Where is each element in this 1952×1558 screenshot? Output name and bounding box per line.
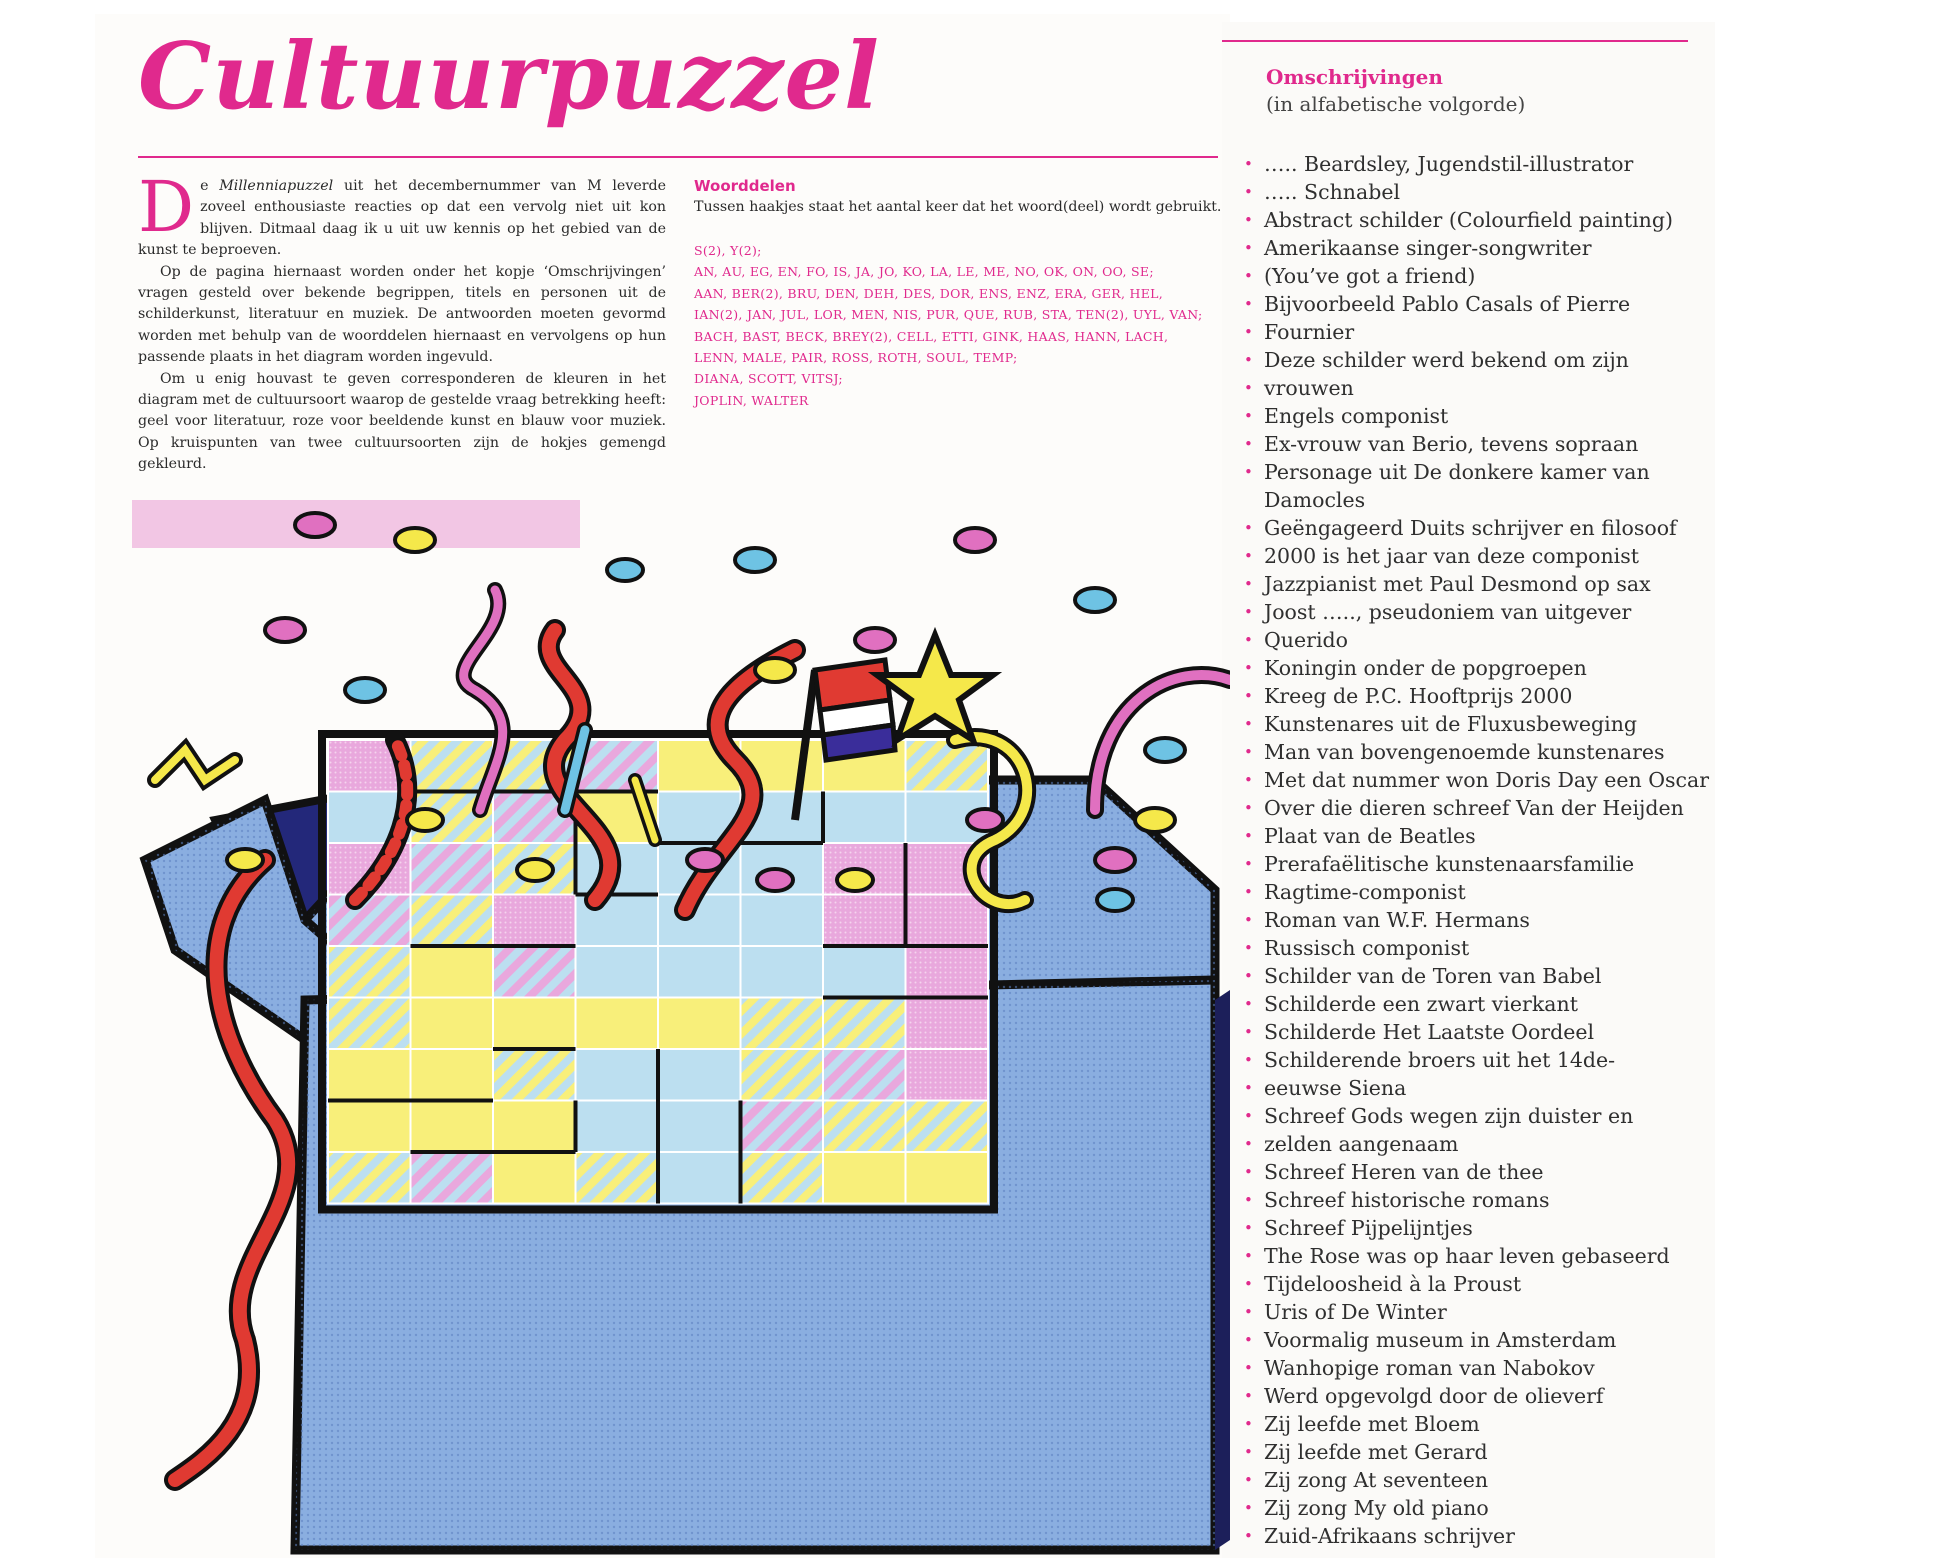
grid-cell[interactable] (823, 895, 906, 947)
omschrijving-item: • Schreef historische romans (1244, 1186, 1714, 1214)
grid-cell[interactable] (741, 895, 824, 947)
grid-cell[interactable] (741, 1101, 824, 1153)
omschrijving-item: • Deze schilder werd bekend om zijn (1244, 346, 1714, 374)
omschrijving-item: • Wanhopige roman van Nabokov (1244, 1354, 1714, 1382)
intro-p1-start: e (200, 178, 220, 194)
woorddelen-line: AN, AU, EG, EN, FO, IS, JA, JO, KO, LA, LE, ME, NO, OK, ON, OO, SE; (694, 264, 1154, 280)
grid-cell[interactable] (906, 1152, 989, 1204)
omschrijving-item: • 2000 is het jaar van deze componist (1244, 542, 1714, 570)
grid-cell[interactable] (823, 998, 906, 1050)
omschrijving-item: • Zij zong At seventeen (1244, 1466, 1714, 1494)
omschrijving-item: • Man van bovengenoemde kunstenares (1244, 738, 1714, 766)
grid-cell[interactable] (823, 1101, 906, 1153)
omschrijving-item: • Kunstenares uit de Fluxusbeweging (1244, 710, 1714, 738)
omschrijvingen-subtitle: (in alfabetische volgorde) (1266, 92, 1526, 116)
omschrijving-item: • Voormalig museum in Amsterdam (1244, 1326, 1714, 1354)
omschrijving-item: • eeuwse Siena (1244, 1074, 1714, 1102)
intro-p1-end: uit het decembernummer van M leverde zoveel enthousiaste reacties op dat een vervolg niet uit kon blijven. Ditmaal daag ik u uit uw kennis op het gebied van de kunst te beproeven. (138, 178, 666, 259)
omschrijving-item: • Querido (1244, 626, 1714, 654)
omschrijving-item: • Jazzpianist met Paul Desmond op sax (1244, 570, 1714, 598)
intro-p1-italic: Millenniapuzzel (219, 178, 334, 194)
grid-cell[interactable] (411, 1101, 494, 1153)
grid-cell[interactable] (906, 998, 989, 1050)
omschrijving-item: • Schreef Heren van de thee (1244, 1158, 1714, 1186)
omschrijving-item: • Amerikaanse singer-songwriter (1244, 234, 1714, 262)
intro-text (138, 166, 666, 476)
grid-cell[interactable] (741, 998, 824, 1050)
omschrijving-item: • Plaat van de Beatles (1244, 822, 1714, 850)
grid-cell[interactable] (328, 946, 411, 998)
woorddelen-list (694, 240, 1224, 411)
grid-cell[interactable] (906, 1101, 989, 1153)
omschrijving-item: • Russisch componist (1244, 934, 1714, 962)
grid-cell[interactable] (493, 946, 576, 998)
omschrijving-item: • Prerafaëlitische kunstenaarsfamilie (1244, 850, 1714, 878)
omschrijving-item: • Kreeg de P.C. Hooftprijs 2000 (1244, 682, 1714, 710)
grid-cell[interactable] (658, 1049, 741, 1101)
omschrijving-item: • Engels componist (1244, 402, 1714, 430)
puzzle-illustration (95, 480, 1230, 1558)
omschrijvingen-title: Omschrijvingen (1266, 65, 1443, 89)
omschrijving-item: • Schreef Pijpelijntjes (1244, 1214, 1714, 1242)
omschrijving-item: • ….. Beardsley, Jugendstil-illustrator (1244, 150, 1714, 178)
grid-cell[interactable] (906, 1049, 989, 1101)
crossword-grid (322, 734, 994, 1210)
omschrijvingen-list (1244, 150, 1714, 1550)
grid-cell[interactable] (741, 1049, 824, 1101)
right-rule (1222, 40, 1688, 42)
omschrijving-item: • Schilderende broers uit het 14de- (1244, 1046, 1714, 1074)
grid-cell[interactable] (906, 895, 989, 947)
grid-cell[interactable] (493, 895, 576, 947)
grid-cell[interactable] (658, 946, 741, 998)
omschrijving-item: • Koningin onder de popgroepen (1244, 654, 1714, 682)
grid-cell[interactable] (576, 946, 659, 998)
grid-cell[interactable] (411, 895, 494, 947)
grid-cell[interactable] (741, 946, 824, 998)
grid-cell[interactable] (741, 1152, 824, 1204)
omschrijving-item: • Schreef Gods wegen zijn duister en (1244, 1102, 1714, 1130)
omschrijving-item: • Geëngageerd Duits schrijver en filosoof (1244, 514, 1714, 542)
omschrijving-item: • Zij leefde met Bloem (1244, 1410, 1714, 1438)
grid-cell[interactable] (576, 1152, 659, 1204)
omschrijving-item: • Zij zong My old piano (1244, 1494, 1714, 1522)
grid-cell[interactable] (328, 998, 411, 1050)
grid-cell[interactable] (328, 1049, 411, 1101)
grid-cell[interactable] (576, 998, 659, 1050)
omschrijving-item: • The Rose was op haar leven gebaseerd (1244, 1242, 1714, 1270)
omschrijving-item: • vrouwen (1244, 374, 1714, 402)
dropcap: D (138, 166, 195, 248)
omschrijving-item: • zelden aangenaam (1244, 1130, 1714, 1158)
omschrijving-item: • Werd opgevolgd door de olieverf (1244, 1382, 1714, 1410)
intro-p3: Om u enig houvast te geven corresponderen de kleuren in het diagram met de cultuursoort waarop de gestelde vraag betrekking heeft: geel voor literatuur, roze voor beeldende kunst en blauw voor muziek. Op kruispunten van twee cultuursoorten zijn de hokjes gemengd gekleurd. (138, 370, 666, 473)
woorddelen-line: S(2), Y(2); (694, 243, 762, 258)
omschrijving-item: • Ragtime-componist (1244, 878, 1714, 906)
omschrijving-item: • Abstract schilder (Colourfield painting) (1244, 206, 1714, 234)
grid-cell[interactable] (411, 1049, 494, 1101)
intro-p2: Op de pagina hiernaast worden onder het kopje ‘Omschrijvingen’ vragen gesteld over bekende begrippen, titels en personen uit de schilderkunst, literatuur en muziek. De antwoorden moeten gevormd worden met behulp van de woorddelen hiernaast en vervolgens op hun passende plaats in het diagram worden ingevuld. (138, 263, 666, 366)
grid-cell[interactable] (411, 998, 494, 1050)
omschrijving-item: • ….. Schnabel (1244, 178, 1714, 206)
title-rule (138, 156, 1218, 158)
omschrijving-item: • Schilderde Het Laatste Oordeel (1244, 1018, 1714, 1046)
grid-cell[interactable] (823, 1152, 906, 1204)
grid-cell[interactable] (576, 1101, 659, 1153)
omschrijvingen-header (1266, 64, 1525, 118)
omschrijving-item: • Fournier (1244, 318, 1714, 346)
grid-cell[interactable] (658, 1152, 741, 1204)
omschrijving-item: • Zij leefde met Gerard (1244, 1438, 1714, 1466)
woorddelen-line: DIANA, SCOTT, VITSJ; (694, 371, 843, 387)
omschrijving-item: • Personage uit De donkere kamer van Damocles (1244, 458, 1714, 514)
omschrijving-item: • Over die dieren schreef Van der Heijden (1244, 794, 1714, 822)
omschrijving-item: • Met dat nummer won Doris Day een Oscar (1244, 766, 1714, 794)
woorddelen-section (694, 176, 1224, 411)
grid-cell[interactable] (658, 998, 741, 1050)
grid-cell[interactable] (658, 1101, 741, 1153)
woorddelen-line: LENN, MALE, PAIR, ROSS, ROTH, SOUL, TEMP; (694, 350, 1018, 366)
grid-cell[interactable] (328, 895, 411, 947)
omschrijving-item: • Joost ….., pseudoniem van uitgever (1244, 598, 1714, 626)
woorddelen-line: BACH, BAST, BECK, BREY(2), CELL, ETTI, GINK, HAAS, HANN, LACH, (694, 328, 1169, 344)
omschrijving-item: • Roman van W.F. Hermans (1244, 906, 1714, 934)
woorddelen-description: Tussen haakjes staat het aantal keer dat het woord(deel) wordt gebruikt. (694, 199, 1222, 215)
omschrijving-item: • Schilderde een zwart vierkant (1244, 990, 1714, 1018)
omschrijving-item: • Bijvoorbeeld Pablo Casals of Pierre (1244, 290, 1714, 318)
grid-cell[interactable] (493, 998, 576, 1050)
grid-cell[interactable] (493, 1101, 576, 1153)
omschrijving-item: • Ex-vrouw van Berio, tevens sopraan (1244, 430, 1714, 458)
grid-cell[interactable] (411, 946, 494, 998)
grid-cell[interactable] (823, 946, 906, 998)
omschrijving-item: • Schilder van de Toren van Babel (1244, 962, 1714, 990)
omschrijving-item: • Tijdeloosheid à la Proust (1244, 1270, 1714, 1298)
omschrijving-item: • Zuid-Afrikaans schrijver (1244, 1522, 1714, 1550)
grid-cell[interactable] (493, 1049, 576, 1101)
grid-cell[interactable] (411, 843, 494, 895)
grid-cell[interactable] (411, 1152, 494, 1204)
woorddelen-line: JOPLIN, WALTER (694, 392, 809, 408)
grid-cell[interactable] (328, 1101, 411, 1153)
woorddelen-line: IAN(2), JAN, JUL, LOR, MEN, NIS, PUR, QUE, RUB, STA, TEN(2), UYL, VAN; (694, 307, 1203, 323)
grid-cell[interactable] (493, 1152, 576, 1204)
grid-cell[interactable] (906, 740, 989, 792)
woorddelen-line: AAN, BER(2), BRU, DEN, DEH, DES, DOR, ENS, ENZ, ERA, GER, HEL, (694, 285, 1163, 301)
grid-cell[interactable] (328, 1152, 411, 1204)
page-title: Cultuurpuzzel (138, 22, 880, 130)
woorddelen-title: Woorddelen (694, 177, 796, 195)
grid-cell[interactable] (906, 946, 989, 998)
omschrijving-item: • Uris of De Winter (1244, 1298, 1714, 1326)
grid-cell[interactable] (823, 1049, 906, 1101)
grid-cell[interactable] (823, 792, 906, 844)
grid-cell[interactable] (576, 1049, 659, 1101)
omschrijving-item: • (You’ve got a friend) (1244, 262, 1714, 290)
